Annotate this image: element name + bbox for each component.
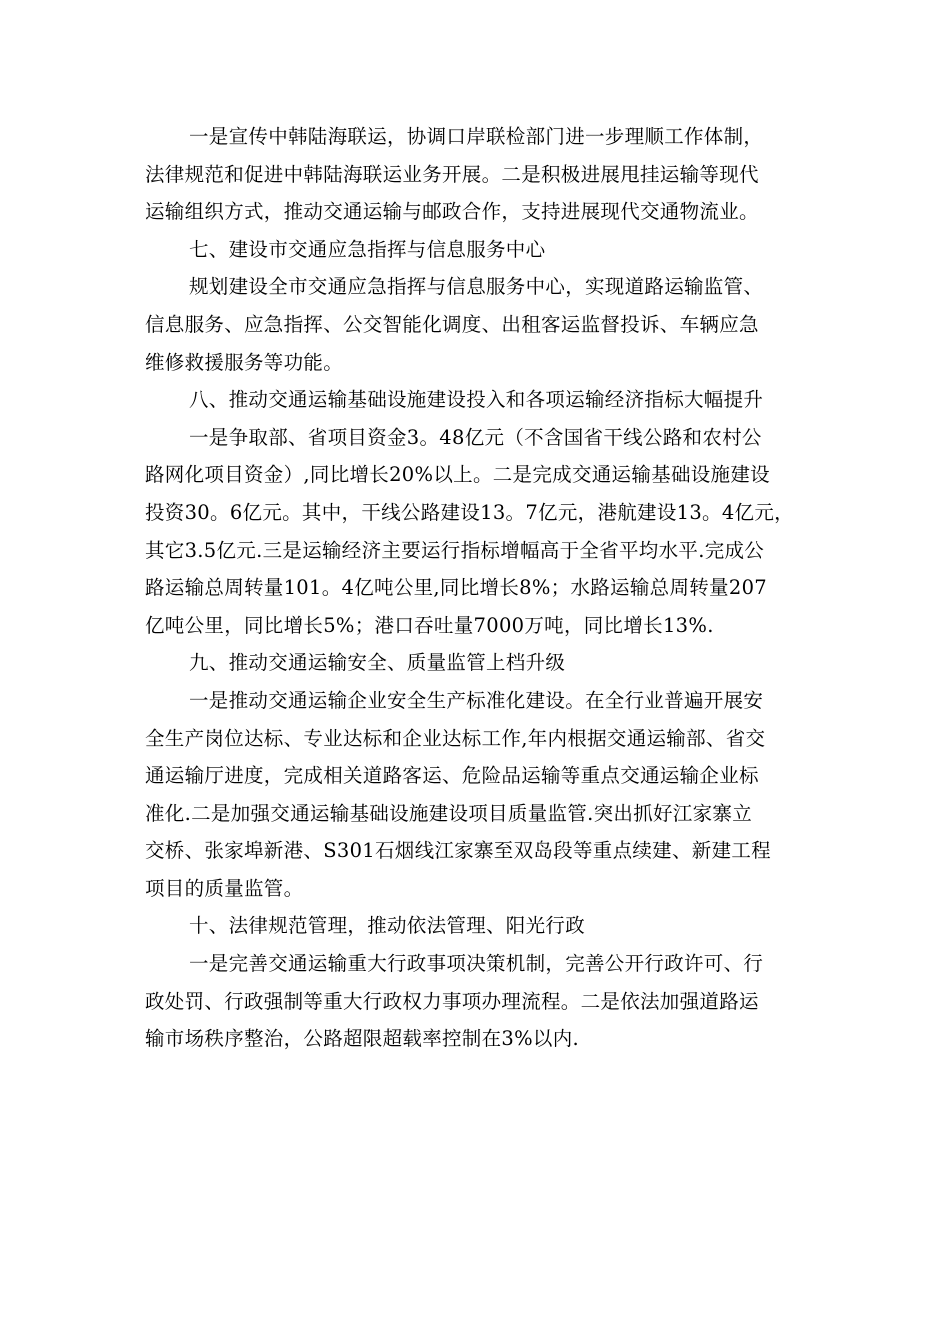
paragraph-line: 其它3.5亿元.三是运输经济主要运行指标增幅高于全省平均水平.完成公 [145,538,765,562]
paragraph-line: 信息服务、应急指挥、公交智能化调度、出租客运监督投诉、车辆应急 [145,312,759,336]
paragraph-line: 法律规范和促进中韩陆海联运业务开展。二是积极进展甩挂运输等现代 [145,162,759,186]
paragraph-line: 准化.二是加强交通运输基础设施建设项目质量监管.突出抓好江家寨立 [145,801,752,825]
section-heading: 九、推动交通运输安全、质量监管上档升级 [189,651,566,675]
paragraph-line: 路运输总周转量101。4亿吨公里,同比增长8%；水路运输总周转量207 [145,576,767,600]
paragraph-line: 输市场秩序整治，公路超限超载率控制在3%以内. [145,1027,580,1051]
paragraph-line: 全生产岗位达标、专业达标和企业达标工作,年内根据交通运输部、省交 [145,726,766,750]
section-heading: 八、推动交通运输基础设施建设投入和各项运输经济指标大幅提升 [189,388,764,412]
paragraph-line: 一是完善交通运输重大行政事项决策机制，完善公开行政许可、行 [189,952,764,976]
paragraph-line: 维修救援服务等功能。 [145,350,344,374]
paragraph-line: 一是争取部、省项目资金3。48亿元（不含国省干线公路和农村公 [189,425,762,449]
section-heading: 十、法律规范管理，推动依法管理、阳光行政 [189,914,586,938]
paragraph-line: 交桥、张家埠新港、S301石烟线江家寨至双岛段等重点续建、新建工程 [145,839,771,863]
paragraph-line: 亿吨公里，同比增长5%；港口吞吐量7000万吨，同比增长13%. [145,613,714,637]
paragraph-line: 投资30。6亿元。其中，干线公路建设13。7亿元，港航建设13。4亿元， [145,500,794,524]
paragraph-line: 政处罚、行政强制等重大行政权力事项办理流程。二是依法加强道路运 [145,989,759,1013]
document-body [145,118,805,1058]
paragraph-line: 一是宣传中韩陆海联运，协调口岸联检部门进一步理顺工作体制， [189,125,764,148]
paragraph-line: 路网化项目资金）,同比增长20%以上。二是完成交通运输基础设施建设 [145,463,770,487]
section-heading: 七、建设市交通应急指挥与信息服务中心 [189,237,546,261]
paragraph-line: 运输组织方式，推动交通运输与邮政合作，支持进展现代交通物流业。 [145,200,759,224]
paragraph-line: 规划建设全市交通应急指挥与信息服务中心，实现道路运输监管、 [189,275,764,299]
paragraph-line: 通运输厅进度，完成相关道路客运、危险品运输等重点交通运输企业标 [145,764,759,788]
paragraph-line: 一是推动交通运输企业安全生产标准化建设。在全行业普遍开展安 [189,688,764,712]
paragraph-line: 项目的质量监管。 [145,876,304,900]
